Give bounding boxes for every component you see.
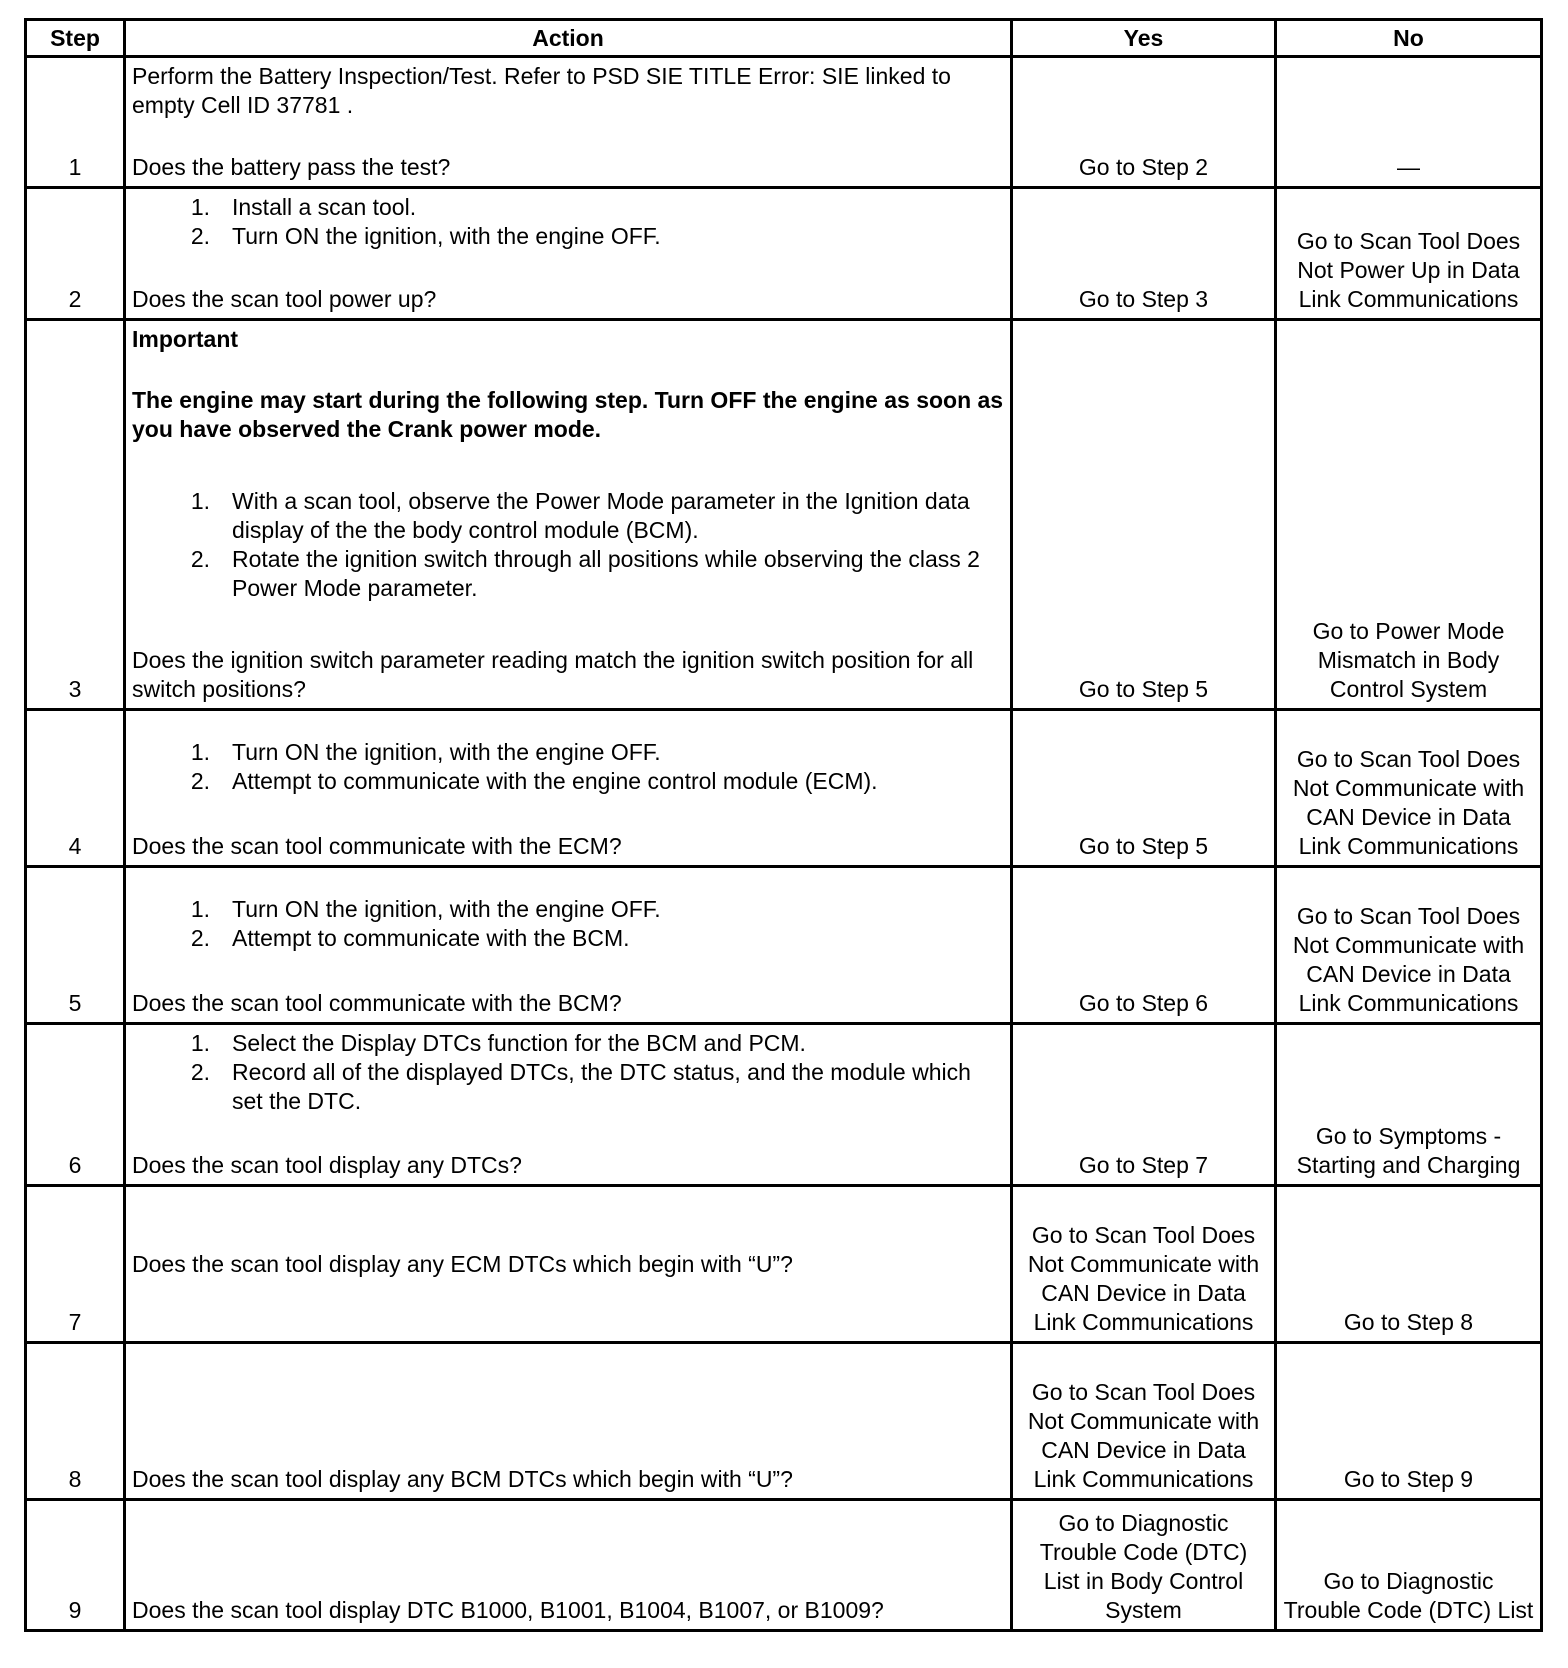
step-number: 8 (26, 1343, 125, 1500)
action-question: Does the scan tool power up? (132, 286, 437, 312)
yes-cell: Go to Step 7 (1012, 1024, 1276, 1186)
list-item: 2. Attempt to communicate with the engine control module (ECM). (190, 768, 878, 794)
action-question: Does the battery pass the test? (132, 154, 451, 180)
table-row (26, 57, 1542, 188)
step-number: 6 (26, 1024, 125, 1186)
table-row (26, 1343, 1542, 1500)
action-cell (125, 57, 1012, 188)
table-row (26, 867, 1542, 1024)
yes-cell: Go to Diagnostic Trouble Code (DTC) List in Body Control System (1012, 1500, 1276, 1631)
action-question: Does the ignition switch parameter reading match the ignition switch position for all switch positions? (132, 647, 974, 702)
list-item: 2. Attempt to communicate with the BCM. (190, 925, 630, 951)
header-yes: Yes (1012, 20, 1276, 57)
no-cell: Go to Step 9 (1276, 1343, 1542, 1500)
action-cell (125, 1343, 1012, 1500)
diagnostic-table (24, 18, 1543, 1632)
table-row (26, 1186, 1542, 1343)
action-steps (132, 1029, 1004, 1116)
list-item: 1. With a scan tool, observe the Power Mode parameter in the Ignition data display of the the body control module (BCM). (190, 488, 970, 543)
list-item: 1. Install a scan tool. (190, 194, 417, 220)
no-cell: Go to Scan Tool Does Not Communicate with CAN Device in Data Link Communications (1276, 710, 1542, 867)
no-cell: Go to Scan Tool Does Not Communicate with CAN Device in Data Link Communications (1276, 867, 1542, 1024)
no-cell: Go to Step 8 (1276, 1186, 1542, 1343)
header-action: Action (125, 20, 1012, 57)
no-cell: Go to Symptoms - Starting and Charging (1276, 1024, 1542, 1186)
table-row (26, 1024, 1542, 1186)
action-steps (132, 895, 1004, 953)
action-cell (125, 1186, 1012, 1343)
no-cell: Go to Diagnostic Trouble Code (DTC) List (1276, 1500, 1542, 1631)
step-number: 1 (26, 57, 125, 188)
action-question: Does the scan tool communicate with the ECM? (132, 833, 622, 859)
important-title: Important (132, 326, 239, 352)
yes-cell: Go to Step 5 (1012, 710, 1276, 867)
action-cell (125, 867, 1012, 1024)
list-item: 2. Rotate the ignition switch through all positions while observing the class 2 Power Mode parameter. (190, 546, 980, 601)
step-number: 5 (26, 867, 125, 1024)
yes-cell: Go to Step 5 (1012, 320, 1276, 710)
yes-cell: Go to Step 3 (1012, 188, 1276, 320)
action-cell (125, 710, 1012, 867)
list-item: 1. Select the Display DTCs function for the BCM and PCM. (190, 1030, 806, 1056)
table-row (26, 188, 1542, 320)
action-steps (132, 193, 1004, 251)
action-cell (125, 188, 1012, 320)
action-intro: Perform the Battery Inspection/Test. Refer to PSD SIE TITLE Error: SIE linked to empty Cell ID 37781 . (132, 63, 951, 118)
important-text: The engine may start during the following step. Turn OFF the engine as soon as you have observed the Crank power mode. (132, 387, 1004, 442)
table-row (26, 710, 1542, 867)
no-cell: Go to Scan Tool Does Not Power Up in Data Link Communications (1276, 188, 1542, 320)
list-item: 2. Turn ON the ignition, with the engine OFF. (190, 223, 661, 249)
list-item: 1. Turn ON the ignition, with the engine OFF. (190, 739, 661, 765)
action-question: Does the scan tool display any DTCs? (132, 1152, 522, 1178)
action-steps (132, 487, 1004, 603)
no-cell: — (1276, 57, 1542, 188)
action-question: Does the scan tool display DTC B1000, B1001, B1004, B1007, or B1009? (132, 1597, 884, 1623)
table-row (26, 1500, 1542, 1631)
header-no: No (1276, 20, 1542, 57)
action-question: Does the scan tool display any ECM DTCs which begin with “U”? (132, 1250, 793, 1277)
action-cell (125, 1024, 1012, 1186)
action-steps (132, 738, 1004, 796)
step-number: 3 (26, 320, 125, 710)
yes-cell: Go to Step 2 (1012, 57, 1276, 188)
action-question: Does the scan tool display any BCM DTCs which begin with “U”? (132, 1466, 793, 1492)
step-number: 7 (26, 1186, 125, 1343)
list-item: 1. Turn ON the ignition, with the engine OFF. (190, 896, 661, 922)
important-note (132, 325, 1004, 444)
table-row (26, 320, 1542, 710)
no-cell: Go to Power Mode Mismatch in Body Control System (1276, 320, 1542, 710)
yes-cell: Go to Scan Tool Does Not Communicate with CAN Device in Data Link Communications (1012, 1186, 1276, 1343)
header-row (26, 20, 1542, 57)
step-number: 4 (26, 710, 125, 867)
action-question: Does the scan tool communicate with the BCM? (132, 990, 622, 1016)
action-cell (125, 1500, 1012, 1631)
header-step: Step (26, 20, 125, 57)
step-number: 2 (26, 188, 125, 320)
yes-cell: Go to Step 6 (1012, 867, 1276, 1024)
list-item: 2. Record all of the displayed DTCs, the DTC status, and the module which set the DTC. (190, 1059, 971, 1114)
action-cell (125, 320, 1012, 710)
yes-cell: Go to Scan Tool Does Not Communicate with CAN Device in Data Link Communications (1012, 1343, 1276, 1500)
step-number: 9 (26, 1500, 125, 1631)
